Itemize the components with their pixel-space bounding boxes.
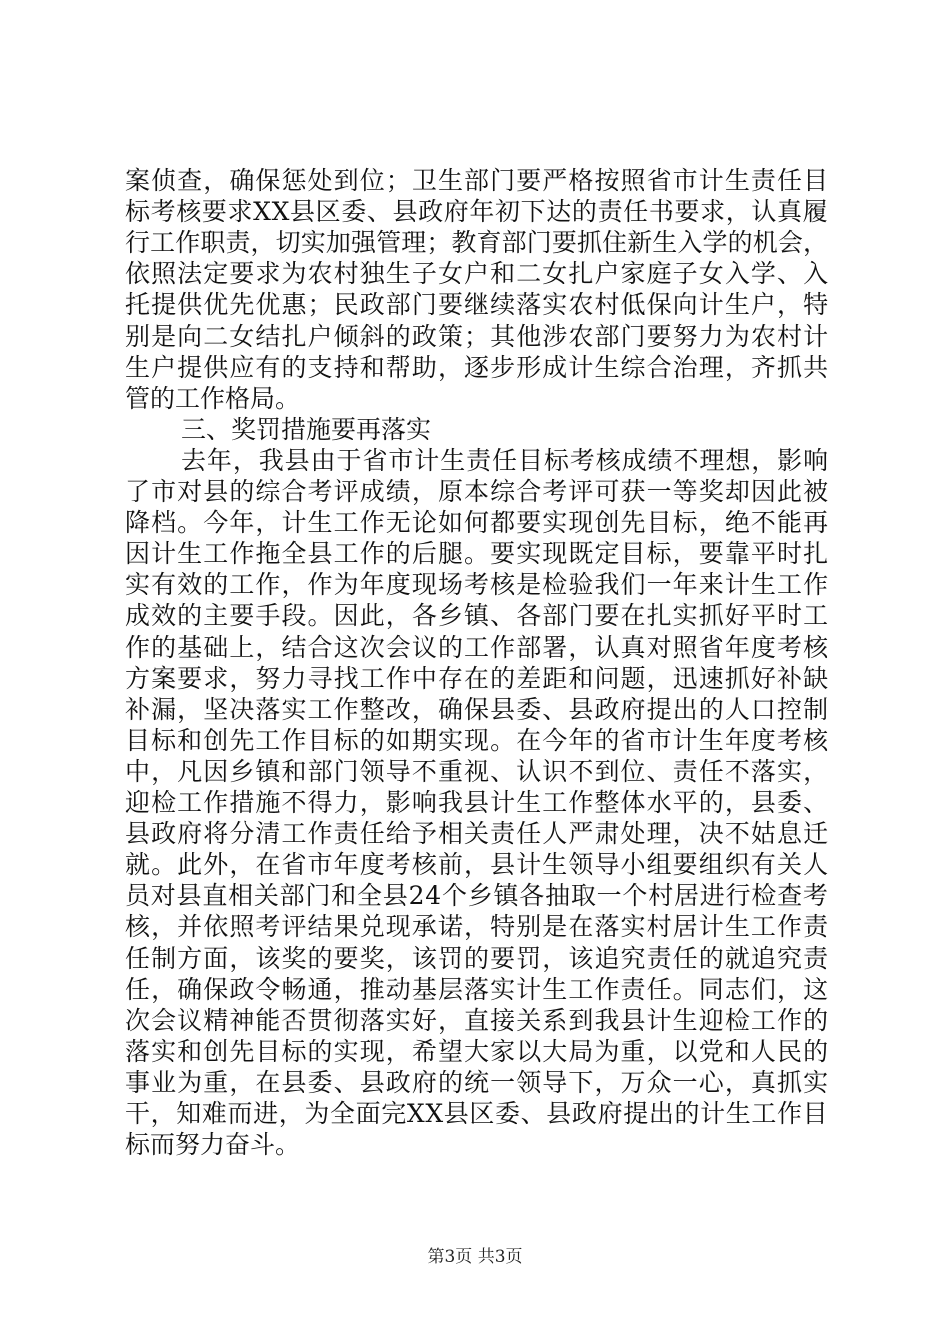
- text-line: 补漏，坚决落实工作整改，确保县委、县政府提出的人口控制: [125, 695, 830, 724]
- text-line: 托提供优先优惠；民政部门要继续落实农村低保向计生户，特: [125, 290, 830, 319]
- text-line: 去年，我县由于省市计生责任目标考核成绩不理想，影响: [181, 446, 830, 475]
- text-line: 任制方面，该奖的要奖，该罚的要罚，该追究责任的就追究责: [125, 944, 830, 973]
- text-line: 事业为重，在县委、县政府的统一领导下，万众一心，真抓实: [125, 1068, 830, 1097]
- text-line: 方案要求，努力寻找工作中存在的差距和问题，迅速抓好补缺: [125, 664, 830, 693]
- text-line: 员对县直相关部门和全县24个乡镇各抽取一个村居进行检查考: [125, 881, 829, 910]
- page-number-footer: 第3页 共3页: [427, 1247, 523, 1267]
- text-line: 生户提供应有的支持和帮助，逐步形成计生综合治理，齐抓共: [125, 353, 830, 382]
- text-line: 实有效的工作，作为年度现场考核是检验我们一年来计生工作: [125, 570, 830, 599]
- section-heading: 三、奖罚措施要再落实: [181, 415, 432, 444]
- text-line: 核，并依照考评结果兑现承诺，特别是在落实村居计生工作责: [125, 912, 830, 941]
- text-line: 任，确保政令畅通，推动基层落实计生工作责任。同志们，这: [125, 975, 830, 1004]
- text-line: 成效的主要手段。因此，各乡镇、各部门要在扎实抓好平时工: [125, 601, 830, 630]
- text-line: 行工作职责，切实加强管理；教育部门要抓住新生入学的机会，: [125, 228, 829, 257]
- text-line: 中，凡因乡镇和部门领导不重视、认识不到位、责任不落实，: [125, 757, 830, 786]
- text-line: 管的工作格局。: [125, 384, 301, 413]
- text-line: 作的基础上，结合这次会议的工作部署，认真对照省年度考核: [125, 633, 830, 662]
- text-line: 案侦查，确保惩处到位；卫生部门要严格按照省市计生责任目: [125, 166, 830, 195]
- text-line: 迎检工作措施不得力，影响我县计生工作整体水平的，县委、: [125, 788, 830, 817]
- text-line: 县政府将分清工作责任给予相关责任人严肃处理，决不姑息迁: [125, 819, 830, 848]
- text-line: 因计生工作拖全县工作的后腿。要实现既定目标，要靠平时扎: [125, 539, 830, 568]
- text-line: 依照法定要求为农村独生子女户和二女扎户家庭子女入学、入: [125, 259, 830, 288]
- text-line: 标而努力奋斗。: [125, 1130, 301, 1159]
- text-line: 就。此外，在省市年度考核前，县计生领导小组要组织有关人: [125, 850, 830, 879]
- text-line: 标考核要求XX县区委、县政府年初下达的责任书要求，认真履: [125, 197, 829, 226]
- text-line: 落实和创先目标的实现，希望大家以大局为重，以党和人民的: [125, 1037, 830, 1066]
- text-line: 了市对县的综合考评成绩，原本综合考评可获一等奖却因此被: [125, 477, 830, 506]
- text-line: 降档。今年，计生工作无论如何都要实现创先目标，绝不能再: [125, 508, 830, 537]
- text-line: 目标和创先工作目标的如期实现。在今年的省市计生年度考核: [125, 726, 830, 755]
- text-line: 次会议精神能否贯彻落实好，直接关系到我县计生迎检工作的: [125, 1006, 830, 1035]
- text-line: 干，知难而进，为全面完XX县区委、县政府提出的计生工作目: [125, 1099, 829, 1128]
- text-line: 别是向二女结扎户倾斜的政策；其他涉农部门要努力为农村计: [125, 322, 830, 351]
